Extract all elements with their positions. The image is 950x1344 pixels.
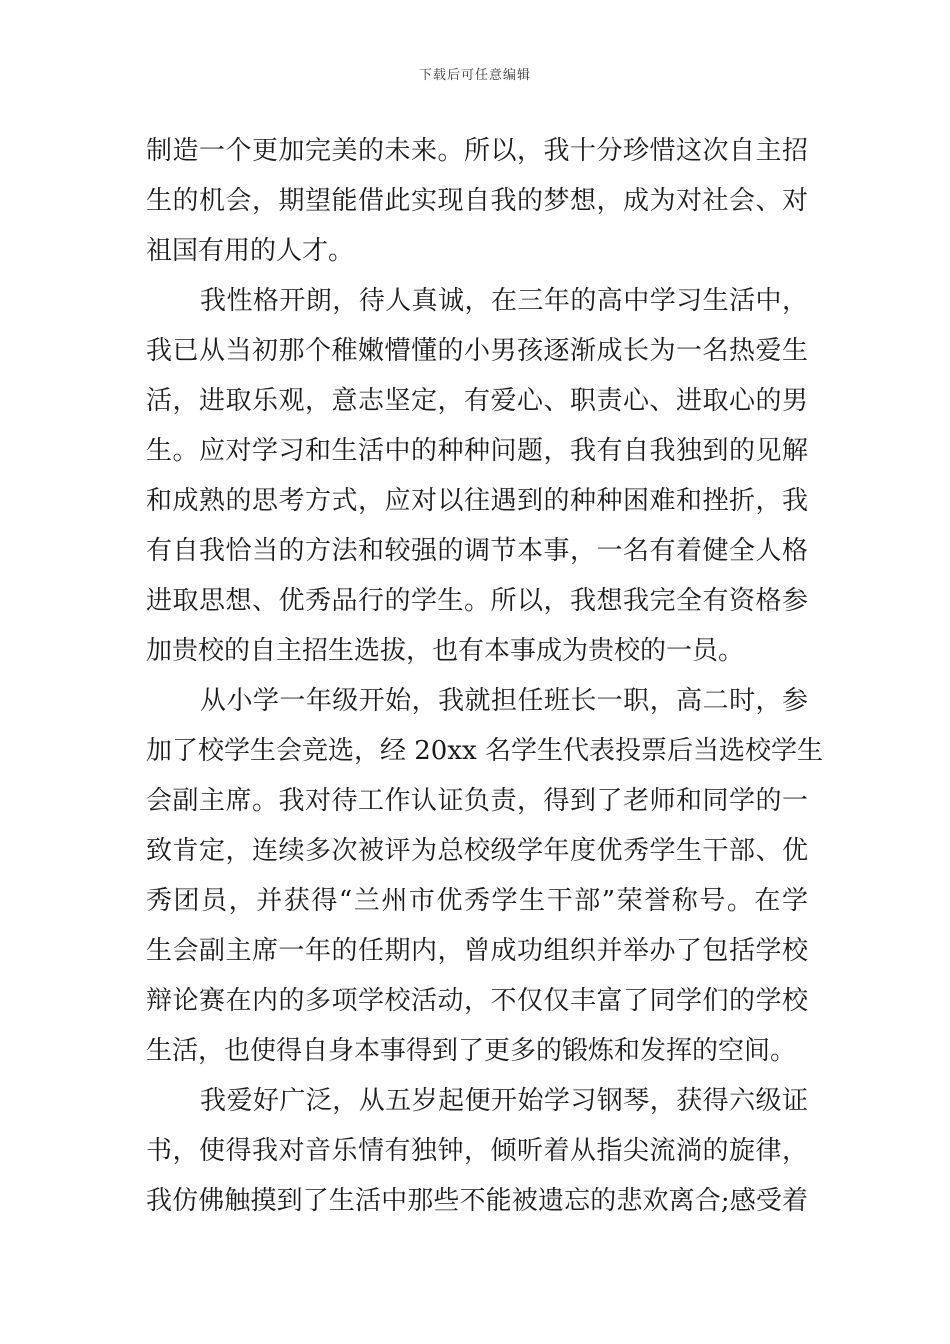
text-line: 我性格开朗，待人真诚，在三年的高中学习生活中，: [200, 286, 808, 316]
text-line: 书，使得我对音乐情有独钟，倾听着从指尖流淌的旋律，: [146, 1136, 808, 1166]
text-line: 生活，也使得自身本事得到了更多的锻炼和发挥的空间。: [146, 1036, 797, 1066]
text-line: 加贵校的自主招生选拔，也有本事成为贵校的一员。: [146, 636, 745, 666]
text-line: 生的机会，期望能借此实现自我的梦想，成为对社会、对: [146, 186, 808, 216]
document-body: [146, 126, 823, 1226]
text-line: 我爱好广泛，从五岁起便开始学习钢琴，获得六级证: [200, 1086, 808, 1116]
text-line: 进取思想、优秀品行的学生。所以，我想我完全有资格参: [146, 586, 808, 616]
text-line: 我仿佛触摸到了生活中那些不能被遗忘的悲欢离合;感受着: [146, 1186, 808, 1216]
text-line: 会副主席。我对待工作认证负责，得到了老师和同学的一: [146, 786, 808, 816]
text-line: 致肯定，连续多次被评为总校级学年度优秀学生干部、优: [146, 836, 808, 866]
text-line: 生。应对学习和生活中的种种问题，我有自我独到的见解: [146, 436, 808, 466]
text-line: 从小学一年级开始，我就担任班长一职，高二时，参: [200, 686, 808, 716]
text-line: 制造一个更加完美的未来。所以，我十分珍惜这次自主招: [146, 136, 808, 166]
text-line: 加了校学生会竞选，经 20xx 名学生代表投票后当选校学生: [146, 736, 823, 766]
text-line: 和成熟的思考方式，应对以往遇到的种种困难和挫折，我: [146, 486, 808, 516]
text-line: 生会副主席一年的任期内，曾成功组织并举办了包括学校: [146, 936, 808, 966]
text-line: 有自我恰当的方法和较强的调节本事，一名有着健全人格: [146, 536, 808, 566]
text-line: 祖国有用的人才。: [146, 236, 355, 266]
text-line: 秀团员，并获得“兰州市优秀学生干部”荣誉称号。在学: [146, 886, 808, 916]
text-line: 辩论赛在内的多项学校活动，不仅仅丰富了同学们的学校: [146, 986, 808, 1016]
page-header: 下载后可任意编辑: [418, 68, 531, 83]
text-line: 活，进取乐观，意志坚定，有爱心、职责心、进取心的男: [146, 386, 808, 416]
text-line: 我已从当初那个稚嫩懵懂的小男孩逐渐成长为一名热爱生: [146, 336, 808, 366]
